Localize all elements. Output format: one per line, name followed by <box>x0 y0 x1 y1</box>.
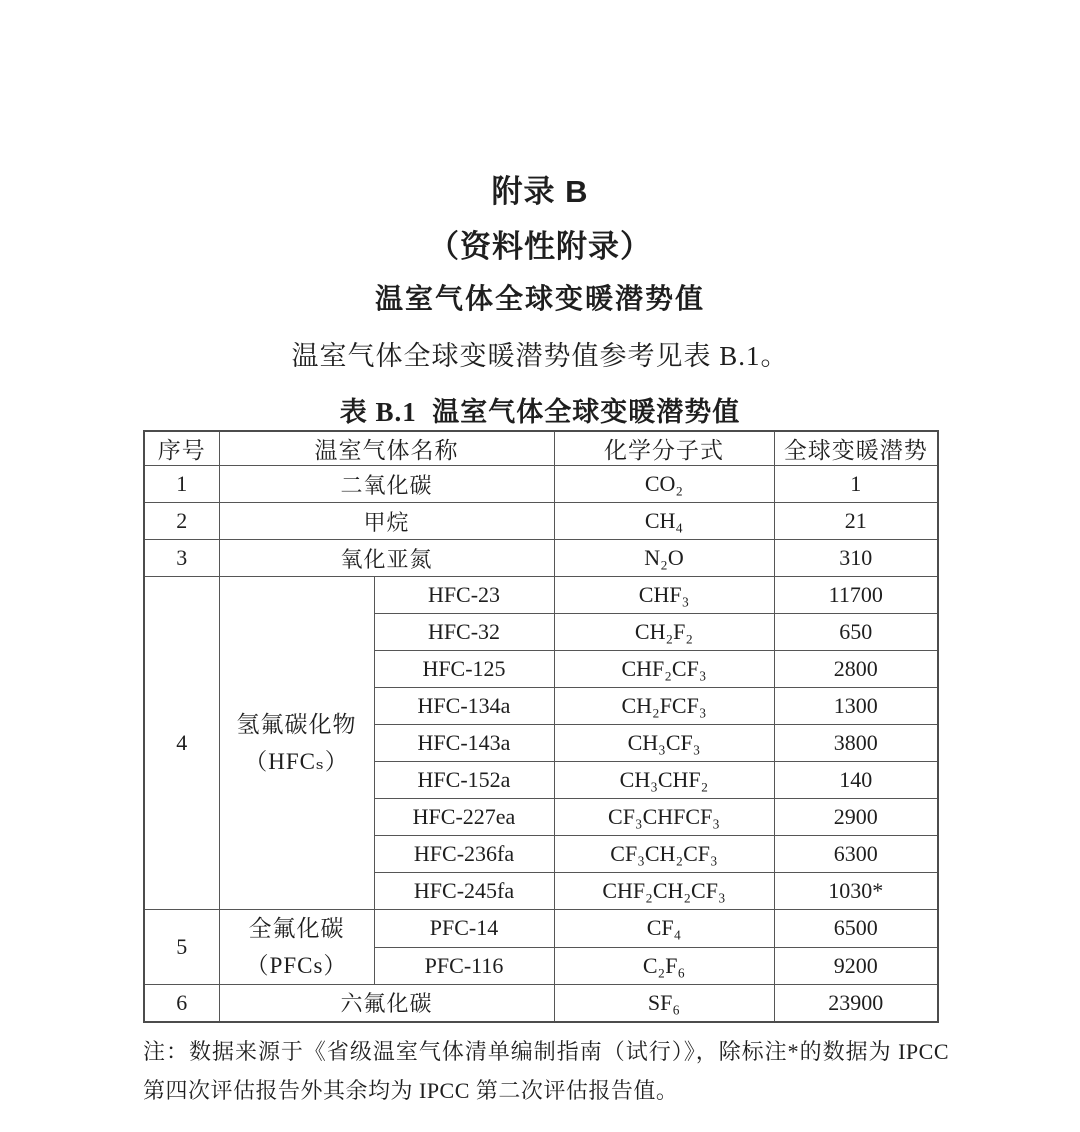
gas-group-abbr: （PFCs） <box>245 953 348 978</box>
cell-gas-name: HFC-227ea <box>374 799 554 836</box>
cell-index: 3 <box>144 540 219 577</box>
cell-gas-name: HFC-32 <box>374 614 554 651</box>
col-header-gas-name: 温室气体名称 <box>219 431 554 466</box>
appendix-title: 附录 B <box>491 174 589 209</box>
cell-gas-name: HFC-152a <box>374 762 554 799</box>
section-title: 温室气体全球变暖潜势值 <box>374 283 705 314</box>
cell-gas-group <box>219 577 374 910</box>
cell-gas-name: PFC-116 <box>374 947 554 985</box>
cell-gwp: 2900 <box>774 799 938 836</box>
cell-gas-name: PFC-14 <box>374 910 554 948</box>
cell-index: 1 <box>144 466 219 503</box>
appendix-type-label: （资料性附录） <box>428 229 652 264</box>
table-row <box>144 503 938 540</box>
cell-gas-group <box>219 910 374 985</box>
cell-formula: CH₃CHF₂ <box>554 762 774 799</box>
col-header-formula: 化学分子式 <box>554 431 774 466</box>
cell-formula: CHF₂CF₃ <box>554 651 774 688</box>
cell-gwp: 3800 <box>774 725 938 762</box>
cell-gas-name: 氧化亚氮 <box>219 540 554 577</box>
cell-gwp: 1 <box>774 466 938 503</box>
cell-gwp: 23900 <box>774 985 938 1022</box>
cell-gwp: 6300 <box>774 836 938 873</box>
cell-gas-name: 二氧化碳 <box>219 466 554 503</box>
table-header-row <box>144 431 938 466</box>
table-row <box>144 577 938 614</box>
cell-gwp: 650 <box>774 614 938 651</box>
cell-formula: CH₂F₂ <box>554 614 774 651</box>
col-header-index: 序号 <box>144 431 219 466</box>
cell-index: 4 <box>144 577 219 910</box>
cell-gwp: 1300 <box>774 688 938 725</box>
gas-group-name: 全氟化碳 <box>248 916 345 941</box>
gwp-table <box>143 430 939 1023</box>
table-row <box>144 466 938 503</box>
cell-index: 2 <box>144 503 219 540</box>
table-row <box>144 985 938 1022</box>
cell-gas-name: HFC-134a <box>374 688 554 725</box>
cell-gwp: 140 <box>774 762 938 799</box>
cell-gwp: 9200 <box>774 947 938 985</box>
cell-gas-name: HFC-143a <box>374 725 554 762</box>
cell-formula: CO₂ <box>554 466 774 503</box>
cell-gwp: 310 <box>774 540 938 577</box>
table-row <box>144 910 938 948</box>
intro-text: 温室气体全球变暖潜势值参考见表 B.1。 <box>291 341 789 371</box>
cell-formula: CF₄ <box>554 910 774 948</box>
cell-formula: CHF₃ <box>554 577 774 614</box>
table-caption: 表 B.1 温室气体全球变暖潜势值 <box>339 397 741 427</box>
cell-gwp: 11700 <box>774 577 938 614</box>
cell-formula: CH₄ <box>554 503 774 540</box>
cell-index: 5 <box>144 910 219 985</box>
cell-gwp: 6500 <box>774 910 938 948</box>
cell-formula: CF₃CHFCF₃ <box>554 799 774 836</box>
gas-group-abbr: （HFCₛ） <box>244 749 349 774</box>
cell-gas-name: HFC-245fa <box>374 873 554 910</box>
table-note: 注：数据来源于《省级温室气体清单编制指南（试行）》，除标注*的数据为 IPCC 第四次评估报告外其余均为 IPCC 第二次评估报告值。 <box>143 1039 949 1103</box>
cell-gwp: 21 <box>774 503 938 540</box>
cell-gas-name: HFC-236fa <box>374 836 554 873</box>
cell-gas-name: 甲烷 <box>219 503 554 540</box>
cell-formula: CHF₂CH₂CF₃ <box>554 873 774 910</box>
cell-formula: SF₆ <box>554 985 774 1022</box>
cell-gas-name: 六氟化碳 <box>219 985 554 1022</box>
cell-gwp: 1030* <box>774 873 938 910</box>
cell-formula: CH₃CF₃ <box>554 725 774 762</box>
cell-formula: C₂F₆ <box>554 947 774 985</box>
cell-index: 6 <box>144 985 219 1022</box>
col-header-gwp: 全球变暖潜势 <box>774 431 938 466</box>
cell-formula: CH₂FCF₃ <box>554 688 774 725</box>
cell-gas-name: HFC-125 <box>374 651 554 688</box>
cell-formula: N₂O <box>554 540 774 577</box>
cell-gwp: 2800 <box>774 651 938 688</box>
table-row <box>144 540 938 577</box>
cell-formula: CF₃CH₂CF₃ <box>554 836 774 873</box>
gas-group-name: 氢氟碳化物 <box>236 712 357 737</box>
cell-gas-name: HFC-23 <box>374 577 554 614</box>
